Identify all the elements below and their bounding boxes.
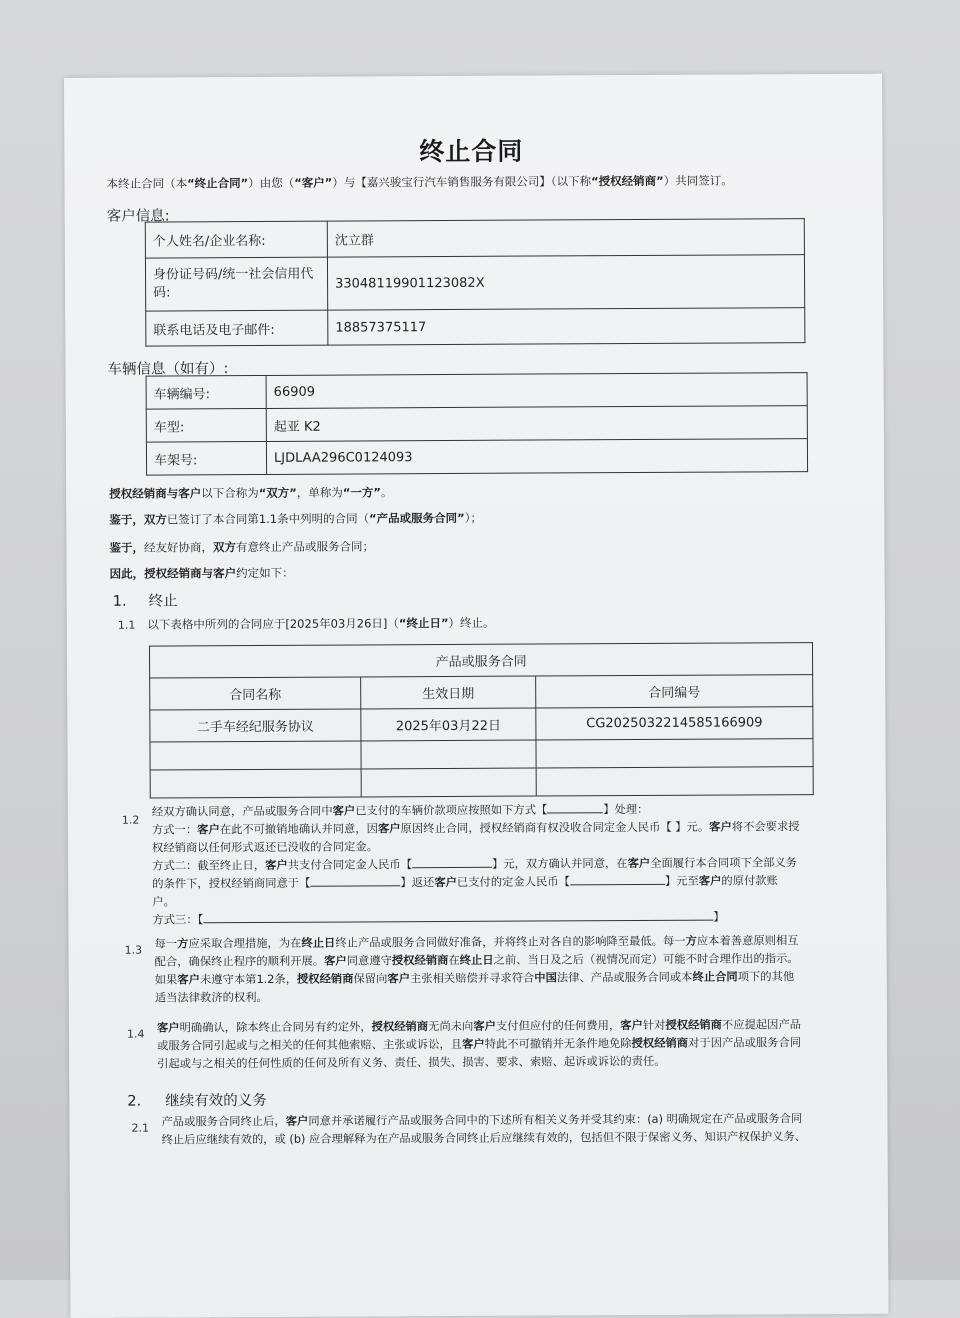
clause-term: 客户: [332, 804, 356, 818]
clause-text: 终止产品或服务合同做好准备，并将终止对各自的影响降至最低。每一: [335, 934, 686, 950]
clause-text: 的原付款账: [721, 874, 778, 888]
clause-text: 每一: [154, 937, 178, 951]
field-value: 18857375117: [328, 308, 805, 345]
clause-line: 户。: [152, 895, 175, 909]
clause-text: 对于因产品或服务合同: [688, 1036, 802, 1050]
parties-text: 双方: [212, 540, 236, 555]
clause-text: 支付但应付的任何费用，: [495, 1019, 621, 1033]
clause-term: 方: [177, 937, 189, 951]
clause-text: 以下表格中所列的合同应于[2025年03月26日]（: [147, 616, 399, 632]
clause-number: 1.4: [126, 1027, 145, 1041]
table-row: [150, 739, 813, 770]
clause-text: 未遵守本第1.2条，: [199, 972, 298, 987]
clause-term: 终止日: [301, 936, 336, 950]
field-label: 车架号:: [146, 441, 266, 475]
clause-term: 授权经销商: [631, 1036, 689, 1051]
table-row: [146, 373, 807, 409]
table-cell: [361, 740, 536, 769]
intro-text: 本终止合同（本: [106, 176, 188, 191]
clause-term: 客户: [698, 874, 722, 888]
clause-line: [157, 1034, 801, 1055]
clause-term: 中国: [534, 971, 557, 985]
table-cell: 二手车经纪服务协议: [150, 709, 361, 742]
customer-info-table: [145, 218, 806, 346]
clause-term: 客户: [285, 1114, 309, 1128]
clause-term: 终止日: [459, 953, 494, 967]
clause-term: 方: [685, 934, 697, 948]
clause-term: 客户: [434, 875, 457, 890]
clause-text: 应本着善意原则相互: [696, 934, 799, 948]
parties-text: ）；: [464, 510, 483, 525]
field-label: 车辆编号:: [146, 375, 266, 409]
clause-term: 授权经销商: [296, 972, 354, 986]
clause-number: 1.1: [117, 618, 136, 632]
table-row: [145, 219, 804, 258]
table-cell: [536, 739, 813, 768]
clause-1-1: [118, 615, 495, 633]
clause-text: 在: [448, 953, 460, 967]
clause-text: 的条件下，授权经销商同意于【: [152, 876, 311, 891]
field-value: 起亚 K2: [266, 406, 807, 442]
table-cell: 2025年03月22日: [361, 708, 536, 741]
field-value: 66909: [266, 373, 807, 409]
clause-text: 明确确认，除本终止合同另有约定外，: [179, 1020, 372, 1035]
document-title: 终止合同: [419, 136, 524, 167]
section-number: 1.: [112, 593, 127, 610]
parties-text: 。: [380, 485, 393, 500]
parties-text: 以下合称为: [201, 485, 259, 501]
clause-text: 项下的其他: [737, 970, 795, 984]
clause-text: 已支付的定金人民币【: [456, 875, 570, 889]
clause-text: 保留向: [353, 972, 388, 986]
table-cell: [150, 769, 361, 798]
blank-field: [570, 873, 665, 885]
parties-text: “产品或服务合同”: [369, 510, 465, 526]
parties-text: “一方”: [342, 485, 381, 500]
parties-text: 已签订了本合同第1.1条中列明的合同（: [166, 511, 370, 527]
clause-term: 客户: [156, 1021, 180, 1035]
whereas-clause-2: [109, 538, 374, 555]
clause-text: 已支付的车辆价款项应按照如下方式【: [355, 803, 548, 818]
clause-text: 如果: [154, 973, 178, 987]
clause-term: 客户: [462, 1037, 485, 1051]
parties-definition: [109, 484, 392, 501]
vehicle-info-table: [146, 372, 809, 475]
blank-field: [547, 801, 603, 813]
clause-1-4: [157, 1016, 801, 1073]
clause-text: 方式二：截至终止日，: [152, 858, 266, 873]
field-label: 个人姓名/企业名称:: [145, 221, 327, 258]
clause-text: 经双方确认同意，产品或服务合同中: [151, 804, 333, 819]
blank-field: [310, 874, 400, 886]
parties-text: 约定如下：: [236, 565, 294, 581]
table-caption: 产品或服务合同: [149, 643, 812, 678]
table-row: [150, 707, 813, 742]
parties-text: 经友好协商，: [143, 540, 213, 555]
clause-text: 方式一：: [151, 823, 198, 837]
table-caption-row: [149, 643, 812, 678]
clause-term: 授权经销商: [665, 1018, 722, 1032]
blank-field: [203, 909, 713, 924]
intro-text: ）共同签订。: [663, 173, 733, 188]
clause-text: 方式三：【: [152, 913, 204, 927]
clause-term: 客户: [387, 972, 411, 986]
field-label: 联系电话及电子邮件:: [146, 310, 328, 346]
field-value: 33048119901123082X: [327, 255, 804, 310]
clause-text: 主张相关赔偿并寻求符合: [409, 971, 535, 986]
clause-line: [152, 908, 800, 929]
clause-text: 在此不可撤销地确认并同意，因: [219, 822, 378, 837]
parties-text: “双方”: [258, 485, 297, 500]
intro-text: ）由您（: [248, 175, 295, 191]
field-value: 沈立群: [327, 219, 804, 257]
whereas-clause-1: [109, 510, 482, 528]
parties-text: 授权经销商与客户: [144, 566, 237, 581]
parties-text: 鉴于，: [109, 540, 144, 555]
clause-text: 或服务合同引起或与之相关的任何其他索赔、主张或诉讼，且: [157, 1037, 463, 1053]
clause-text: 】返还: [400, 876, 435, 890]
column-header: 合同编号: [536, 675, 813, 708]
clause-1-2: [152, 800, 800, 929]
parties-text: 双方: [143, 512, 167, 527]
clause-text: 全面履行本合同项下全部义务: [650, 856, 798, 870]
table-row: [146, 308, 805, 346]
intro-term: “终止合同”: [187, 176, 249, 191]
clause-term: 客户: [473, 1019, 496, 1033]
clause-term: 客户: [709, 820, 732, 834]
clause-number: 1.2: [121, 813, 140, 827]
table-row: [150, 767, 813, 798]
contracts-table: [149, 642, 814, 798]
clause-number: 2.1: [131, 1121, 150, 1135]
section-1-heading: [113, 589, 178, 610]
clause-text: 针对: [642, 1018, 666, 1032]
clause-term: 授权经销商: [391, 953, 449, 968]
section-title: 继续有效的义务: [165, 1092, 267, 1110]
intro-term: “客户”: [294, 175, 333, 190]
clause-text: 】元，双方确认并同意，在: [491, 857, 628, 871]
clause-line: [152, 818, 800, 839]
field-label: 车型:: [146, 408, 266, 442]
clause-text: 不应提起因产品: [721, 1018, 802, 1032]
clause-line: 引起或与之相关的任何性质的任何及所有义务、责任、损失、损害、要求、索赔、起诉或诉讼的责任。: [157, 1054, 666, 1071]
clause-text: 法律、产品或服务合同或本: [556, 970, 693, 985]
clause-number: 1.3: [124, 943, 143, 957]
intro-term: “授权经销商”: [591, 173, 664, 189]
section-number: 2.: [127, 1093, 142, 1110]
clause-term: 客户: [627, 856, 651, 871]
field-value: LJDLAA296C0124093: [266, 439, 807, 475]
column-header: 生效日期: [361, 676, 536, 709]
clause-text: 同意并承诺履行产品或服务合同中的下述所有相关义务并受其约束：(a) 明确规定在产品或服务合同: [308, 1112, 803, 1128]
table-cell: [536, 767, 813, 796]
parties-text: 有意终止产品或服务合同；: [235, 539, 374, 555]
field-label: 身份证号码/统一社会信用代码:: [145, 257, 327, 311]
clause-text: 之前、当日及之后（视情况而定）可能不时合理作出的指示。: [493, 952, 799, 967]
clause-text: 特此不可撤销并无条件地免除: [484, 1037, 632, 1051]
clause-text: 原因终止合同，授权经销商有权没收合同定金人民币【 】元。: [400, 820, 710, 836]
column-header: 合同名称: [150, 677, 361, 710]
clause-text: 】元至: [664, 874, 699, 888]
clause-line: [152, 872, 800, 893]
clause-line: 权经销商以任何形式返还已没收的合同定金。: [151, 840, 379, 855]
customer-info-heading: 客户信息:: [106, 208, 170, 225]
table-row: [146, 406, 807, 442]
table-cell: [150, 741, 361, 770]
table-header-row: [150, 675, 813, 710]
clause-text: 同意遵守: [346, 954, 392, 968]
clause-1-3: [154, 932, 798, 1007]
intro-paragraph: [107, 173, 733, 192]
parties-text: ，单称为: [296, 485, 343, 500]
contract-paper: [64, 74, 888, 1318]
clause-text: 产品或服务合同终止后，: [161, 1114, 286, 1129]
intro-text: ）与【嘉兴骏宝行汽车销售服务有限公司】（以下称: [332, 174, 592, 190]
clause-term: 终止合同: [692, 970, 738, 984]
vehicle-info-heading: 车辆信息（如有）:: [107, 361, 229, 378]
clause-line: 适当法律救济的权利。: [154, 990, 268, 1005]
clause-term: 授权经销商: [371, 1020, 429, 1034]
table-cell: [361, 768, 536, 797]
table-row: [145, 255, 804, 311]
table-cell: CG2025032214585166909: [536, 707, 813, 740]
clause-term: 客户: [197, 823, 220, 837]
parties-text: 授权经销商与客户: [109, 486, 202, 501]
clause-text: 应采取合理措施，为在: [188, 936, 302, 951]
clause-line: 终止后应继续有效的，或 (b) 应合理解释为在产品或服务合同终止后应继续有效的，包括但不限于保密义务、知识产权保护义务、: [161, 1130, 807, 1147]
clause-term: “终止日”: [398, 615, 449, 631]
clause-term: 客户: [265, 858, 288, 872]
table-row: [146, 439, 807, 475]
clause-2-1: [161, 1110, 806, 1149]
clause-term: 客户: [377, 822, 401, 836]
clause-term: 客户: [620, 1018, 643, 1033]
section-title: 终止: [148, 593, 178, 610]
section-2-heading: [127, 1089, 266, 1111]
parties-text: 鉴于，: [109, 512, 144, 527]
clause-term: 客户: [177, 973, 200, 987]
parties-text: 因此，: [109, 566, 145, 581]
blank-field: [412, 856, 492, 868]
clause-text: 配合，确保终止程序的顺利开展。: [154, 954, 325, 969]
clause-text: 】处理：: [603, 802, 649, 817]
clause-text: 无尚未向: [428, 1019, 474, 1034]
clause-line: [155, 968, 799, 989]
clause-text: ）终止。: [448, 615, 495, 630]
clause-term: 客户: [324, 954, 347, 968]
clause-text: 】: [713, 910, 725, 924]
therefore-clause: [110, 565, 294, 582]
clause-text: 将不会要求授: [731, 820, 800, 834]
clause-text: 共支付合同定金人民币【: [287, 858, 413, 872]
